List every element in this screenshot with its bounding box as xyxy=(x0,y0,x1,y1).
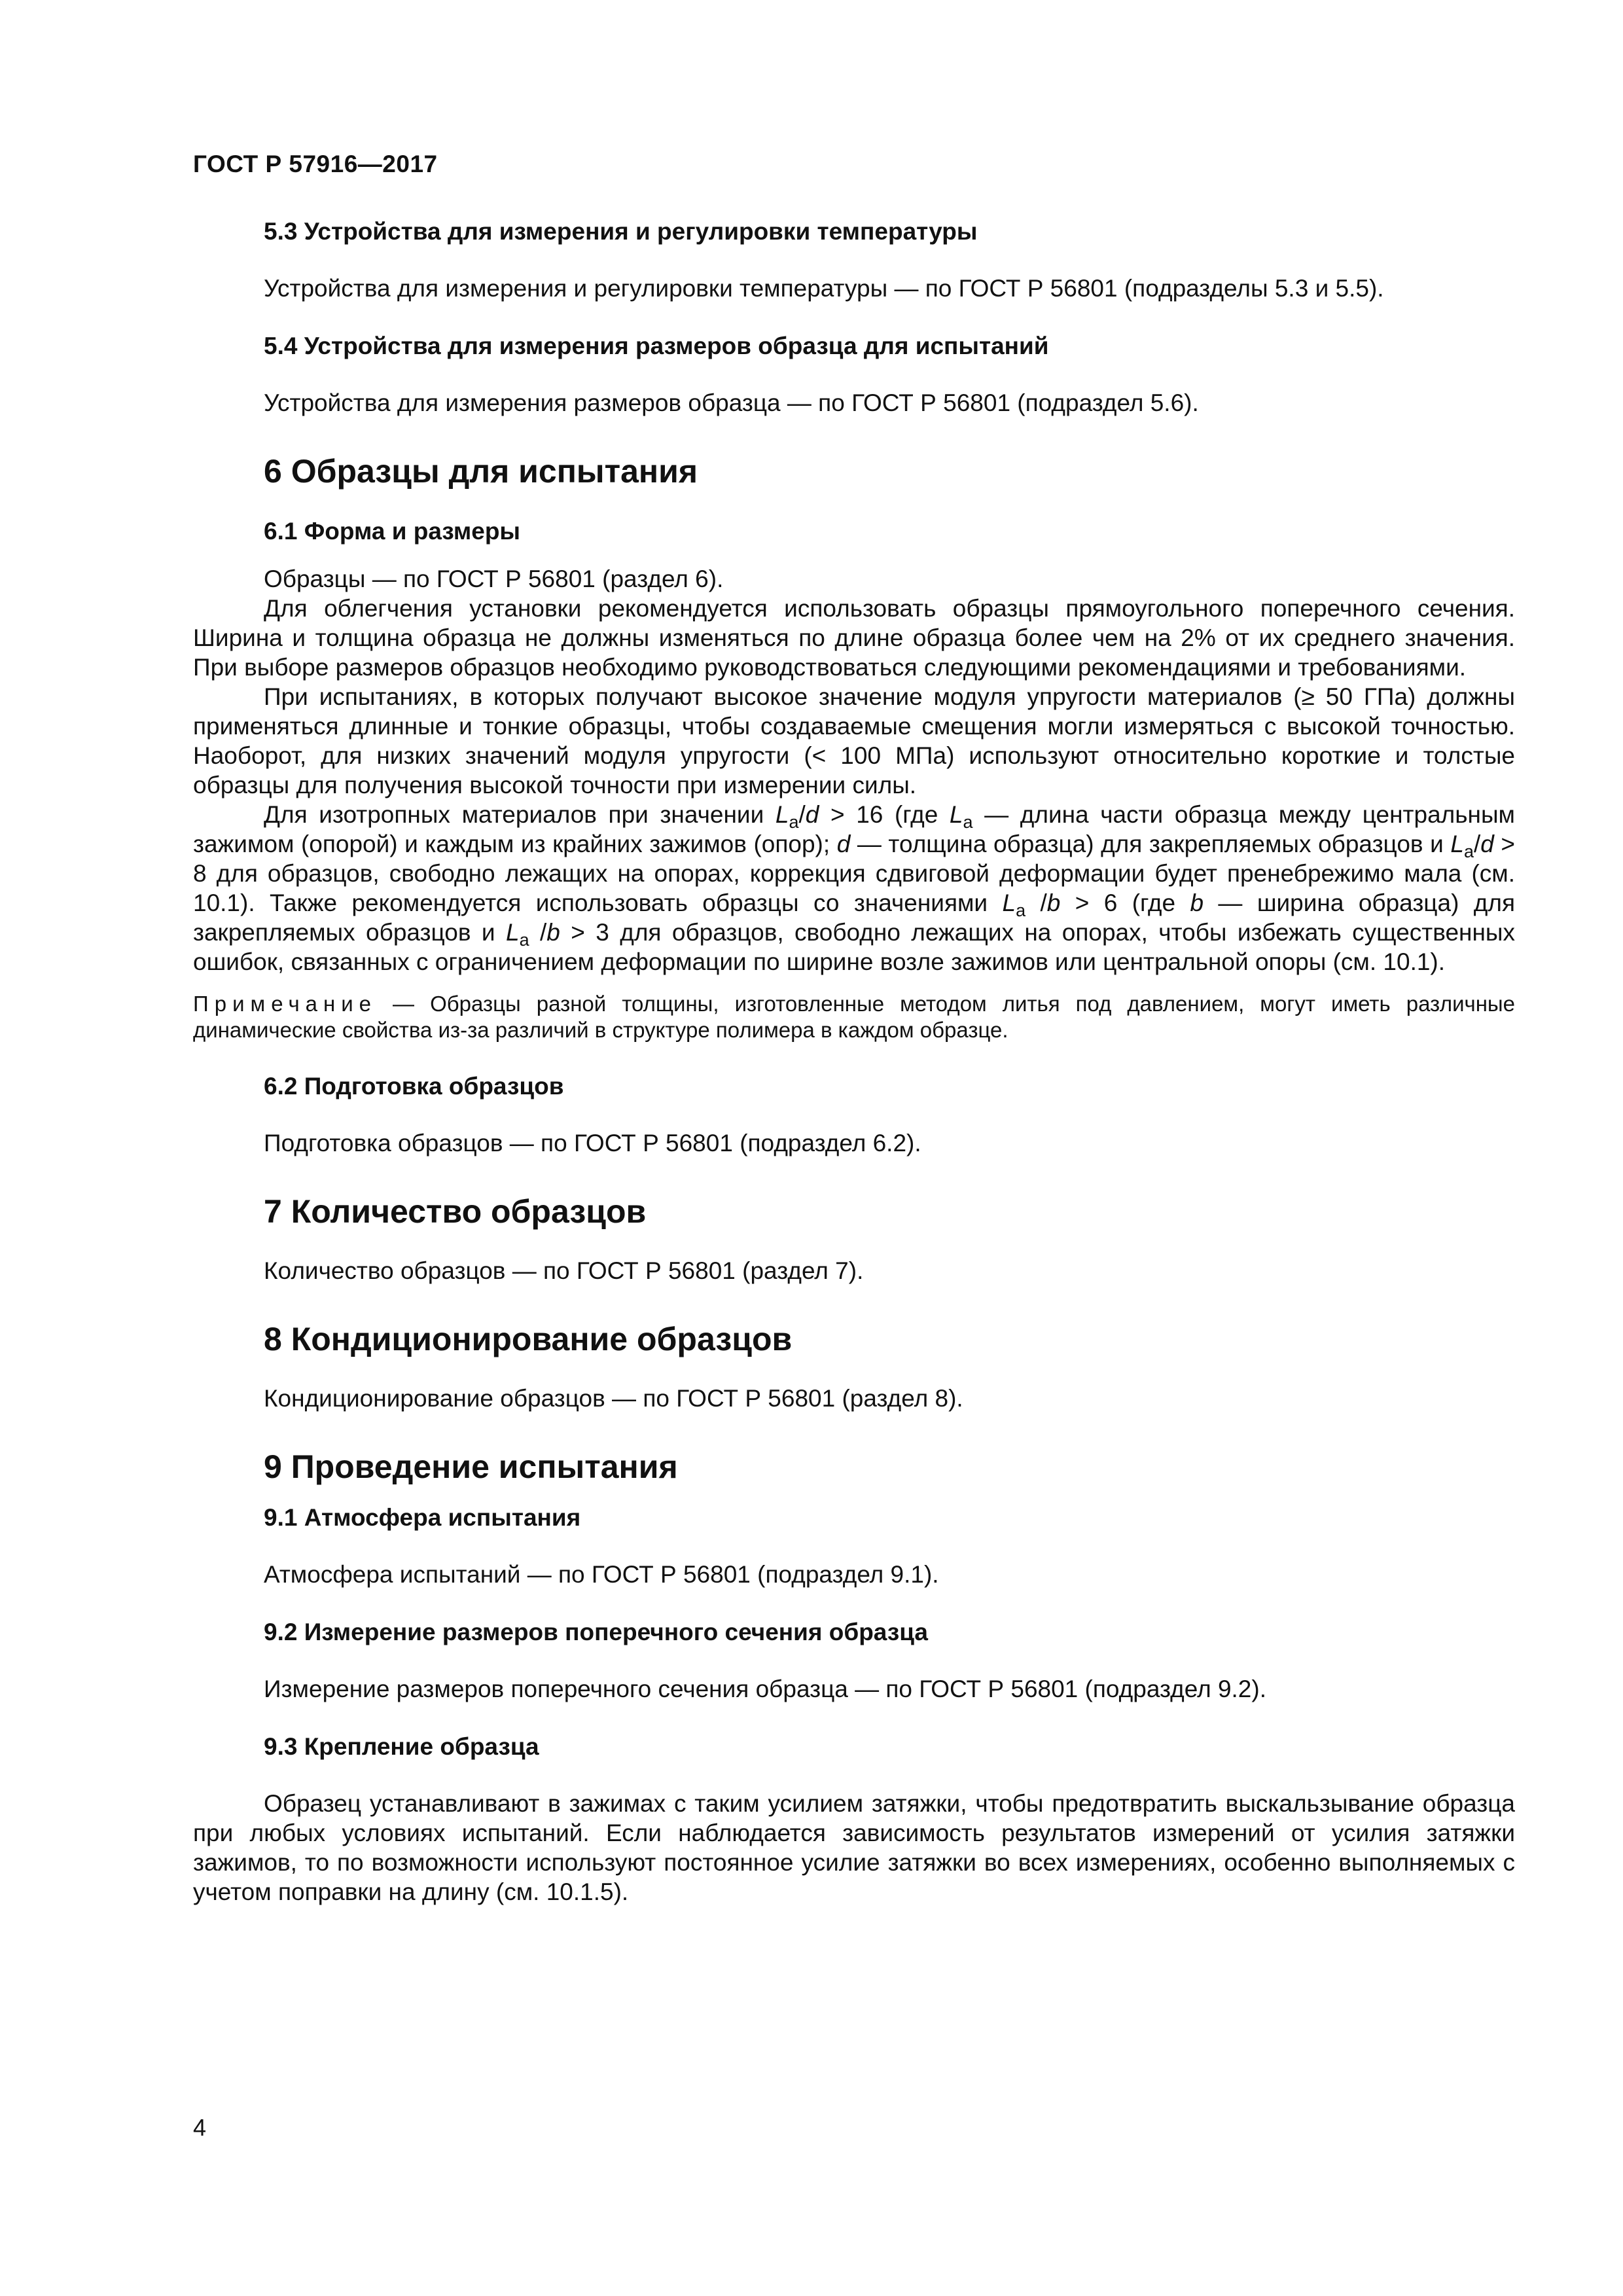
section-9-3-text: Образец устанавливают в зажимах с таким усилием затяжки, чтобы предотвратить выскальзывание образца при любых условиях испытаний. Если наблюдается зависимость результатов измерений от усилия затяжки зажимов, то по возможности используют постоянное усилие затяжки во всех измерениях, особенно выполняемых с учетом поправки на длину (см. 10.1.5). xyxy=(193,1790,1515,1905)
note-label: Примечание xyxy=(193,992,378,1016)
section-5-4-text: Устройства для измерения размеров образца — по ГОСТ Р 56801 (подраздел 5.6). xyxy=(264,389,1199,416)
section-8-text: Кондиционирование образцов — по ГОСТ Р 56801 (раздел 8). xyxy=(264,1385,963,1412)
section-7-title: 7 Количество образцов xyxy=(264,1193,647,1230)
section-5-3-text: Устройства для измерения и регулировки температуры — по ГОСТ Р 56801 (подразделы 5.3 и 5.5). xyxy=(264,275,1384,302)
page-number: 4 xyxy=(193,2114,207,2141)
section-6-1-paragraph-3: При испытаниях, в которых получают высокое значение модуля упругости материалов (≥ 50 ГПа) должны применяться длинные и тонкие образцы, чтобы создаваемые смещения могли измеряться с высокой точностью. Наоборот, для низких значений модуля упругости (< 100 МПа) используют относительно короткие и толстые образцы для получения высокой точности при измерении силы. xyxy=(193,683,1515,798)
document-code-header: ГОСТ Р 57916—2017 xyxy=(193,151,438,177)
section-9-3-title: 9.3 Крепление образца xyxy=(264,1733,539,1760)
document-body xyxy=(193,216,1515,1907)
section-6-1-title: 6.1 Форма и размеры xyxy=(264,518,521,545)
section-7-text: Количество образцов — по ГОСТ Р 56801 (раздел 7). xyxy=(264,1257,864,1284)
section-6-2-text: Подготовка образцов — по ГОСТ Р 56801 (подраздел 6.2). xyxy=(264,1130,921,1157)
section-6-2-title: 6.2 Подготовка образцов xyxy=(264,1073,564,1100)
section-6-1-note xyxy=(193,991,1515,1043)
section-6-1-paragraph-1: Образцы — по ГОСТ Р 56801 (раздел 6). xyxy=(264,565,724,592)
section-5-3-title: 5.3 Устройства для измерения и регулировки температуры xyxy=(264,218,978,245)
section-9-1-title: 9.1 Атмосфера испытания xyxy=(264,1504,581,1531)
section-6-1-paragraph-2: Для облегчения установки рекомендуется использовать образцы прямоугольного поперечного сечения. Ширина и толщина образца не должны изменяться по длине образца более чем на 2% от их среднего значения. При выборе размеров образцов необходимо руководствоваться следующими рекомендациями и требованиями. xyxy=(193,595,1515,681)
section-5-4-title: 5.4 Устройства для измерения размеров образца для испытаний xyxy=(264,332,1049,359)
note-text: — Образцы разной толщины, изготовленные методом литья под давлением, могут иметь различные динамические свойства из-за различий в структуре полимера в каждом образце. xyxy=(193,992,1515,1042)
section-8-title: 8 Кондиционирование образцов xyxy=(264,1321,793,1357)
section-9-title: 9 Проведение испытания xyxy=(264,1448,678,1485)
section-6-title: 6 Образцы для испытания xyxy=(264,453,698,490)
section-9-1-text: Атмосфера испытаний — по ГОСТ Р 56801 (подраздел 9.1). xyxy=(264,1561,939,1588)
section-6-1-paragraph-4: Для изотропных материалов при значении $L_a/d > 16$ (где $L_a$ — длина части образца между центральным зажимом (опорой) и каждым из крайних зажимов (опор); d — толщина образца) для закрепляемых образцов и $L_a/d > 8$ для образцов, свободно лежащих на опорах, коррекция сдвиговой деформации будет пренебрежимо мала (см. 10.1). Также рекомендуется использовать образцы со значениями $L_a$ /b > 6 (где b — ширина образца) для закрепляемых образцов и $L_a$ /b > 3 для образцов, свободно лежащих на опорах, чтобы избежать существенных ошибок, связанных с ограничением деформации по ширине возле зажимов или центральной опоры (см. 10.1). xyxy=(193,801,1515,975)
section-9-2-title: 9.2 Измерение размеров поперечного сечения образца xyxy=(264,1619,929,1645)
section-9-2-text: Измерение размеров поперечного сечения образца — по ГОСТ Р 56801 (подраздел 9.2). xyxy=(264,1676,1266,1702)
